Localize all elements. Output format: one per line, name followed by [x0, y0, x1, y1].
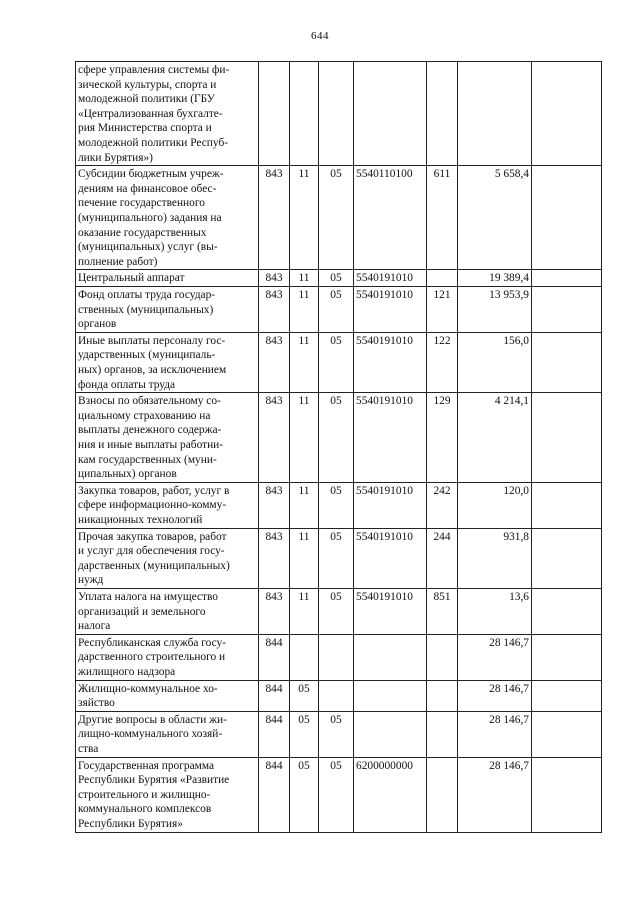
row-name: Закупка товаров, работ, услуг в сфере информационно-комму- никационных технологий	[76, 482, 259, 528]
row-amount	[458, 62, 532, 166]
row-extra-cell	[532, 680, 602, 711]
row-name: Взносы по обязательному со- циальному страхованию на выплаты денежного содержа- ния и иные выплаты работни- кам государственных (муни- ципальных) органов	[76, 393, 259, 483]
row-ministry-code: 843	[259, 270, 290, 287]
row-expense-type: 121	[427, 286, 458, 332]
row-amount: 5 658,4	[458, 166, 532, 270]
row-subsection-code: 05	[319, 528, 354, 588]
row-ministry-code: 844	[259, 634, 290, 680]
row-extra-cell	[532, 393, 602, 483]
row-target-article	[354, 711, 427, 757]
row-section-code	[290, 634, 319, 680]
row-target-article	[354, 680, 427, 711]
table-row	[76, 528, 602, 588]
row-ministry-code: 843	[259, 393, 290, 483]
row-extra-cell	[532, 332, 602, 392]
row-ministry-code	[259, 62, 290, 166]
row-expense-type: 122	[427, 332, 458, 392]
row-section-code: 11	[290, 166, 319, 270]
row-subsection-code: 05	[319, 166, 354, 270]
row-expense-type: 242	[427, 482, 458, 528]
row-target-article: 5540110100	[354, 166, 427, 270]
row-amount: 28 146,7	[458, 757, 532, 832]
row-section-code: 11	[290, 332, 319, 392]
row-expense-type	[427, 270, 458, 287]
row-name: Иные выплаты персоналу гос- ударственных (муниципаль- ных) органов, за исключением фонда оплаты труда	[76, 332, 259, 392]
table-row	[76, 270, 602, 287]
row-extra-cell	[532, 270, 602, 287]
row-amount: 28 146,7	[458, 634, 532, 680]
row-expense-type	[427, 680, 458, 711]
row-expense-type	[427, 757, 458, 832]
table-row	[76, 166, 602, 270]
row-subsection-code: 05	[319, 757, 354, 832]
row-expense-type: 851	[427, 588, 458, 634]
row-extra-cell	[532, 62, 602, 166]
row-section-code: 11	[290, 482, 319, 528]
row-expense-type: 129	[427, 393, 458, 483]
row-target-article: 5540191010	[354, 393, 427, 483]
row-subsection-code: 05	[319, 332, 354, 392]
row-ministry-code: 843	[259, 588, 290, 634]
row-name: Субсидии бюджетным учреж- дениям на финансовое обес- печение государственного (муниципального) задания на оказание государственных (муниципальных) услуг (вы- полнение работ)	[76, 166, 259, 270]
row-subsection-code: 05	[319, 286, 354, 332]
row-target-article: 5540191010	[354, 270, 427, 287]
row-subsection-code	[319, 634, 354, 680]
row-target-article	[354, 62, 427, 166]
row-amount: 120,0	[458, 482, 532, 528]
row-target-article: 5540191010	[354, 286, 427, 332]
row-expense-type	[427, 711, 458, 757]
row-amount: 931,8	[458, 528, 532, 588]
row-expense-type: 611	[427, 166, 458, 270]
row-amount: 4 214,1	[458, 393, 532, 483]
row-subsection-code: 05	[319, 711, 354, 757]
row-section-code	[290, 62, 319, 166]
row-name: Прочая закупка товаров, работ и услуг для обеспечения госу- дарственных (муниципальных) нужд	[76, 528, 259, 588]
row-subsection-code: 05	[319, 482, 354, 528]
table-row	[76, 62, 602, 166]
row-target-article	[354, 634, 427, 680]
row-amount: 156,0	[458, 332, 532, 392]
row-ministry-code: 843	[259, 482, 290, 528]
row-name: Уплата налога на имущество организаций и земельного налога	[76, 588, 259, 634]
row-target-article: 5540191010	[354, 332, 427, 392]
table-row	[76, 634, 602, 680]
row-ministry-code: 843	[259, 166, 290, 270]
row-section-code: 05	[290, 680, 319, 711]
row-extra-cell	[532, 634, 602, 680]
row-extra-cell	[532, 711, 602, 757]
row-extra-cell	[532, 166, 602, 270]
row-section-code: 11	[290, 393, 319, 483]
row-target-article: 6200000000	[354, 757, 427, 832]
table-row	[76, 393, 602, 483]
budget-table	[75, 61, 602, 833]
row-ministry-code: 843	[259, 332, 290, 392]
row-section-code: 11	[290, 528, 319, 588]
row-subsection-code	[319, 680, 354, 711]
table-row	[76, 680, 602, 711]
page-number: 644	[311, 30, 329, 42]
row-target-article: 5540191010	[354, 588, 427, 634]
row-target-article: 5540191010	[354, 482, 427, 528]
table-row	[76, 757, 602, 832]
row-subsection-code: 05	[319, 588, 354, 634]
table-row	[76, 482, 602, 528]
table-row	[76, 286, 602, 332]
row-ministry-code: 844	[259, 757, 290, 832]
row-extra-cell	[532, 588, 602, 634]
row-subsection-code	[319, 62, 354, 166]
row-ministry-code: 843	[259, 528, 290, 588]
row-amount: 28 146,7	[458, 680, 532, 711]
table-row	[76, 588, 602, 634]
row-name: Республиканская служба госу- дарственного строительного и жилищного надзора	[76, 634, 259, 680]
row-extra-cell	[532, 528, 602, 588]
row-name: сфере управления системы фи- зической культуры, спорта и молодежной политики (ГБУ «Централизованная бухгалте- рия Министерства спорта и молодежной политики Респуб- лики Бурятия»)	[76, 62, 259, 166]
row-section-code: 11	[290, 588, 319, 634]
row-expense-type	[427, 634, 458, 680]
row-section-code: 11	[290, 286, 319, 332]
row-extra-cell	[532, 286, 602, 332]
row-section-code: 05	[290, 757, 319, 832]
row-subsection-code: 05	[319, 393, 354, 483]
row-amount: 28 146,7	[458, 711, 532, 757]
row-ministry-code: 844	[259, 711, 290, 757]
row-section-code: 11	[290, 270, 319, 287]
row-name: Фонд оплаты труда государ- ственных (муниципальных) органов	[76, 286, 259, 332]
row-extra-cell	[532, 757, 602, 832]
table-row	[76, 711, 602, 757]
row-expense-type	[427, 62, 458, 166]
row-name: Государственная программа Республики Бурятия «Развитие строительного и жилищно- коммунального комплексов Республики Бурятия»	[76, 757, 259, 832]
row-ministry-code: 843	[259, 286, 290, 332]
row-name: Другие вопросы в области жи- лищно-коммунального хозяй- ства	[76, 711, 259, 757]
row-amount: 19 389,4	[458, 270, 532, 287]
row-section-code: 05	[290, 711, 319, 757]
row-ministry-code: 844	[259, 680, 290, 711]
table-row	[76, 332, 602, 392]
row-name: Центральный аппарат	[76, 270, 259, 287]
row-extra-cell	[532, 482, 602, 528]
row-expense-type: 244	[427, 528, 458, 588]
row-amount: 13,6	[458, 588, 532, 634]
row-amount: 13 953,9	[458, 286, 532, 332]
table-body	[76, 62, 602, 833]
row-target-article: 5540191010	[354, 528, 427, 588]
row-subsection-code: 05	[319, 270, 354, 287]
row-name: Жилищно-коммунальное хо- зяйство	[76, 680, 259, 711]
